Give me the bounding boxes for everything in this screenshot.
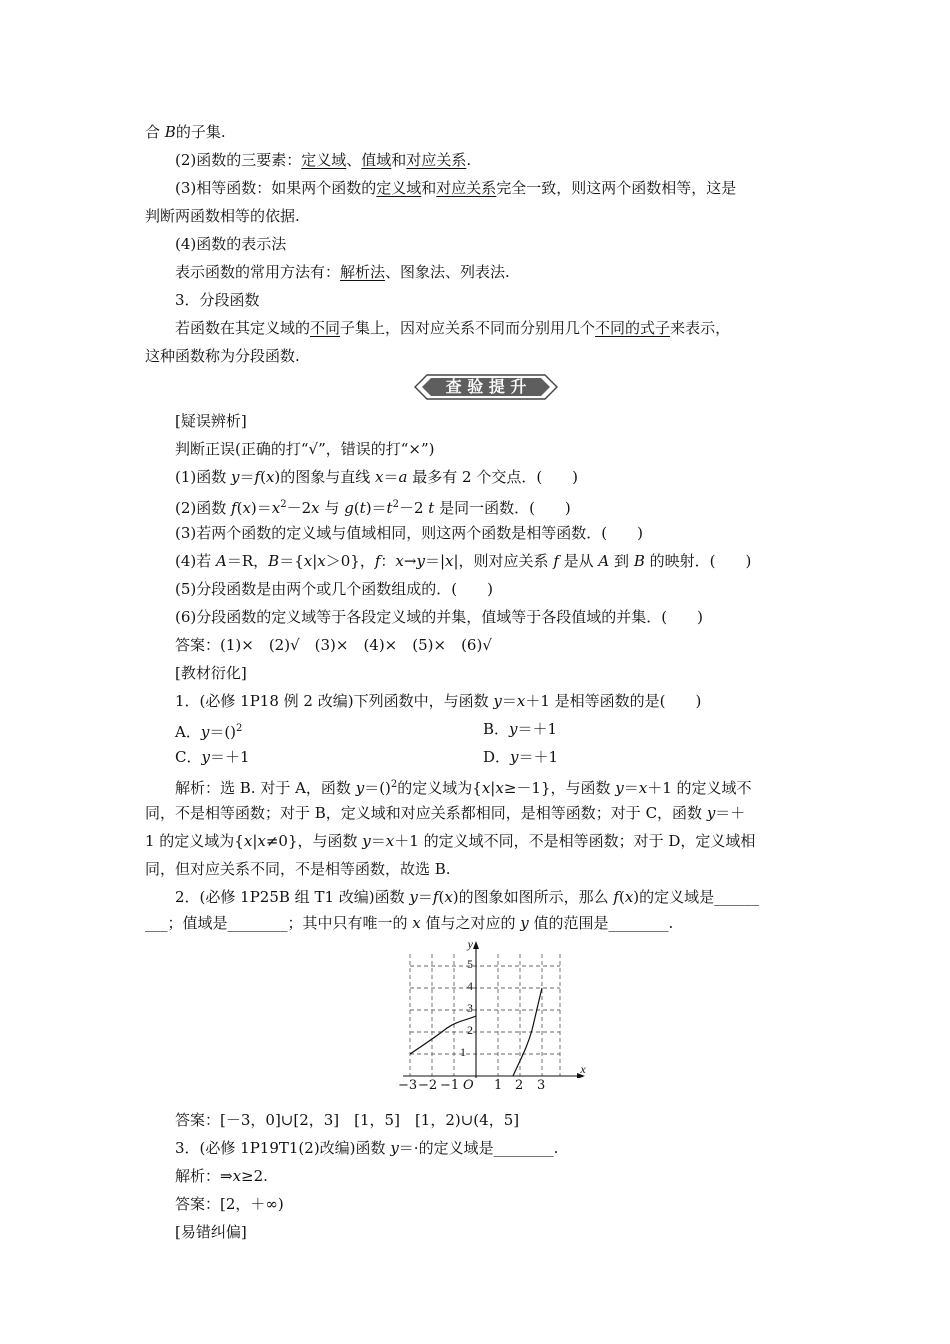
text: 的子集. (175, 123, 226, 141)
underlined-term: 解析法 (340, 263, 386, 281)
text: 完全一致，则这两个函数相等，这是 (496, 179, 737, 197)
solution-line: 解析：⇒x≥2. (175, 1167, 268, 1185)
paragraph-line: 判断正误(正确的打“√”，错误的打“×”) (175, 440, 435, 458)
option-a: A．y＝()$^2$ (175, 723, 243, 741)
paragraph-line: 判断两函数相等的依据. (145, 207, 300, 225)
x-tick-label: 1 (494, 1078, 503, 1093)
underlined-term: 对应关系 (406, 151, 467, 169)
y-tick-label: 2 (467, 1023, 473, 1037)
text: (2)函数的三要素： (175, 151, 302, 169)
x-tick-label: 3 (537, 1078, 546, 1093)
y-tick-label: 4 (467, 979, 473, 993)
option-c: C．y＝＋1 (175, 748, 250, 766)
y-tick-label: 5 (467, 957, 473, 971)
subsection-label: [教材衍化] (175, 664, 247, 682)
underlined-term: 定义域 (376, 179, 422, 197)
text: 、图象法、列表法. (385, 263, 510, 281)
question-2: (2)函数 $f(x)=x^2-2x$ 与 $g(t)=t^2-2$ t 是同一函数．( ) (175, 499, 571, 517)
origin-label: O (463, 1078, 474, 1093)
option-d: D．y＝＋1 (483, 748, 559, 766)
section-banner (413, 373, 559, 401)
underlined-term: 值域 (361, 151, 392, 169)
subsection-label: [易错纠偏] (175, 1223, 247, 1241)
question-4: (4)若 A＝R，B＝{x|x＞0}，f：x→y＝|x|，则对应关系 f 是从 A 到 B 的映射．( ) (175, 552, 752, 570)
text: 子集上，因对应关系不同而分别用几个 (340, 319, 596, 337)
paragraph-line: 这种函数称为分段函数. (145, 347, 300, 365)
option-b: B．y＝＋1 (483, 720, 558, 738)
paragraph-line (175, 178, 736, 198)
y-tick-label: 1 (460, 1045, 466, 1059)
y-axis-arrow (473, 941, 479, 949)
text: 表示函数的常用方法有： (175, 263, 341, 281)
banner-title: 查 验 提 升 (445, 377, 527, 396)
paragraph-line (175, 262, 510, 282)
underlined-term: 不同 (310, 319, 341, 337)
text: . (466, 151, 472, 169)
x-axis-label: x (580, 1062, 586, 1076)
exercise-1: 1．(必修 1P18 例 2 改编)下列函数中，与函数 y＝x＋1 是相等函数的是( ) (175, 692, 702, 710)
text: 和 (391, 151, 407, 169)
answer-line: 答案：[－3，0]∪[2，3] [1，5] [1，2)∪(4，5] (175, 1111, 520, 1129)
subsection-label: [疑误辨析] (175, 412, 247, 430)
paragraph-line (175, 318, 730, 338)
text: 合 (145, 123, 165, 141)
grid-lines (410, 954, 560, 1076)
y-axis-label: y (467, 937, 473, 951)
x-tick-label: 2 (515, 1078, 524, 1093)
text: 来表示， (670, 319, 731, 337)
question-3: (3)若两个函数的定义域与值域相同，则这两个函数是相等函数．( ) (175, 524, 643, 542)
text: 、 (346, 151, 362, 169)
exercise-2-cont: ___；值域是________；其中只有唯一的 x 值与之对应的 y 值的范围是________. (145, 914, 674, 932)
question-6: (6)分段函数的定义域等于各段定义域的并集，值域等于各段值域的并集．( ) (175, 608, 703, 626)
underlined-term: 对应关系 (436, 179, 497, 197)
function-graph (395, 932, 595, 1078)
paragraph-line (175, 150, 471, 170)
math-var: B (164, 123, 176, 141)
paragraph-line: (4)函数的表示法 (175, 235, 287, 253)
question-1: (1)函数 y＝f(x)的图象与直线 x＝a 最多有 2 个交点．( ) (175, 468, 579, 486)
section-heading: 3．分段函数 (175, 291, 260, 309)
text: (3)相等函数：如果两个函数的 (175, 179, 377, 197)
x-tick-label: −2 (418, 1078, 438, 1093)
question-5: (5)分段函数是由两个或几个函数组成的．( ) (175, 580, 493, 598)
solution-line: 解析：选 B. 对于 A，函数 y＝()$^2$的定义域为{x|x≥－1}，与函数 y＝x＋1 的定义域不 (175, 779, 752, 797)
exercise-3: 3．(必修 1P19T1(2)改编)函数 y＝·的定义域是________. (175, 1139, 559, 1157)
solution-line: 同，但对应关系不同，不是相等函数，故选 B. (145, 860, 451, 878)
text: 和 (421, 179, 437, 197)
solution-line: 1 的定义域为{x|x≠0}，与函数 y＝x＋1 的定义域不同，不是相等函数；对于 D，定义域相 (145, 832, 756, 850)
text: 若函数在其定义域的 (175, 319, 311, 337)
x-tick-label: −1 (440, 1078, 460, 1093)
underlined-term: 定义域 (301, 151, 347, 169)
answer-line: 答案：(1)× (2)√ (3)× (4)× (5)× (6)√ (175, 636, 492, 654)
exercise-2: 2．(必修 1P25B 组 T1 改编)函数 y＝f(x)的图象如图所示，那么 f(x)的定义域是______ (175, 888, 760, 906)
underlined-term: 不同的式子 (595, 319, 671, 337)
answer-line: 答案：[2，＋∞) (175, 1195, 284, 1213)
solution-line: 同，不是相等函数；对于 B，定义域和对应关系都相同，是相等函数；对于 C，函数 y＝＋ (145, 804, 746, 822)
paragraph-line (145, 122, 226, 142)
y-tick-label: 3 (467, 1001, 473, 1015)
x-tick-label: −3 (398, 1078, 418, 1093)
